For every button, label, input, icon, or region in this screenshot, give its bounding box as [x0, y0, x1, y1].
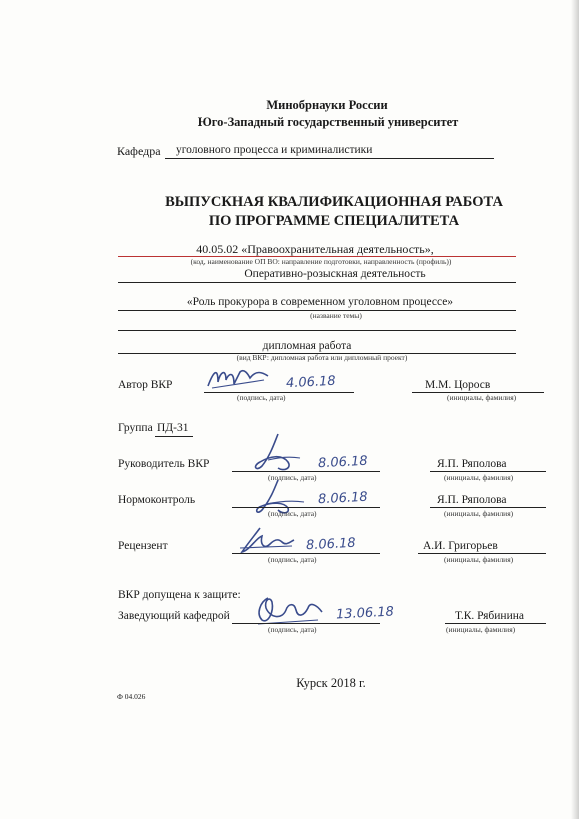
- reviewer-name-caption: (инициалы, фамилия): [444, 555, 514, 564]
- scan-edge-shadow: [571, 0, 579, 819]
- profile-underline: [118, 282, 516, 283]
- supervisor-signature: [248, 432, 308, 476]
- topic-underline-2: [118, 330, 516, 331]
- program-code-caption: (код, наименование ОП ВО: направление подготовки, направленность (профиль)): [190, 257, 452, 266]
- group-value: ПД-31: [157, 422, 189, 434]
- program-code: 40.05.02 «Правоохранительная деятельность»,: [196, 242, 434, 256]
- normcontrol-name-caption: (инициалы, фамилия): [444, 509, 514, 518]
- city-year: Курск 2018 г.: [296, 676, 366, 690]
- supervisor-name: Я.П. Ряполова: [437, 458, 507, 470]
- department-label: Кафедра: [117, 144, 161, 158]
- author-date: 4.06.18: [285, 373, 336, 392]
- thesis-topic: «Роль прокурора в современном уголовном процессе»: [186, 296, 454, 308]
- head-name: Т.К. Рябинина: [455, 610, 524, 622]
- group-underline: [155, 436, 193, 437]
- head-date: 13.06.18: [335, 604, 395, 623]
- reviewer-sig-caption: (подпись, дата): [268, 555, 317, 564]
- work-type: дипломная работа: [262, 340, 352, 352]
- group-label: Группа: [118, 422, 153, 434]
- department-name: уголовного процесса и криминалистики: [176, 144, 373, 156]
- normcontrol-label: Нормоконтроль: [118, 494, 196, 506]
- supervisor-sig-line: [232, 471, 380, 472]
- head-name-line: [445, 623, 546, 624]
- reviewer-label: Рецензент: [118, 540, 168, 552]
- normcontrol-name-line: [430, 507, 546, 508]
- title-line-1: ВЫПУСКНАЯ КВАЛИФИКАЦИОННАЯ РАБОТА: [165, 194, 503, 210]
- form-code: Ф 04.026: [117, 692, 146, 701]
- supervisor-name-line: [430, 471, 546, 472]
- supervisor-date: 8.06.18: [317, 453, 368, 472]
- head-name-caption: (инициалы, фамилия): [446, 625, 516, 634]
- normcontrol-sig-line: [232, 507, 380, 508]
- author-sig-caption: (подпись, дата): [237, 393, 286, 402]
- program-profile: Оперативно-розыскная деятельность: [244, 268, 426, 280]
- normcontrol-date: 8.06.18: [317, 489, 368, 508]
- supervisor-sig-caption: (подпись, дата): [268, 473, 317, 482]
- head-sig-caption: (подпись, дата): [268, 625, 317, 634]
- reviewer-date: 8.06.18: [305, 535, 356, 554]
- topic-caption: (название темы): [310, 311, 362, 320]
- author-name: М.М. Цоросв: [425, 379, 491, 391]
- department-underline: [165, 158, 494, 159]
- supervisor-label: Руководитель ВКР: [118, 458, 210, 470]
- normcontrol-name: Я.П. Ряполова: [437, 494, 507, 506]
- ministry-name: Минобрнауки России: [266, 98, 388, 112]
- author-label: Автор ВКР: [118, 379, 173, 391]
- head-of-department-label: Заведующий кафедрой: [118, 610, 230, 622]
- university-name: Юго-Западный государственный университет: [197, 115, 459, 129]
- head-sig-line: [232, 623, 380, 624]
- title-line-2: ПО ПРОГРАММЕ СПЕЦИАЛИТЕТА: [208, 213, 460, 229]
- admission-text: ВКР допущена к защите:: [118, 589, 241, 601]
- work-type-caption: (вид ВКР: дипломная работа или дипломный проект): [236, 353, 408, 362]
- reviewer-name-line: [418, 553, 546, 554]
- reviewer-sig-line: [232, 553, 380, 554]
- author-name-caption: (инициалы, фамилия): [447, 393, 517, 402]
- supervisor-name-caption: (инициалы, фамилия): [444, 473, 514, 482]
- normcontrol-sig-caption: (подпись, дата): [268, 509, 317, 518]
- author-signature: [204, 364, 274, 394]
- reviewer-name: А.И. Григорьев: [423, 540, 498, 552]
